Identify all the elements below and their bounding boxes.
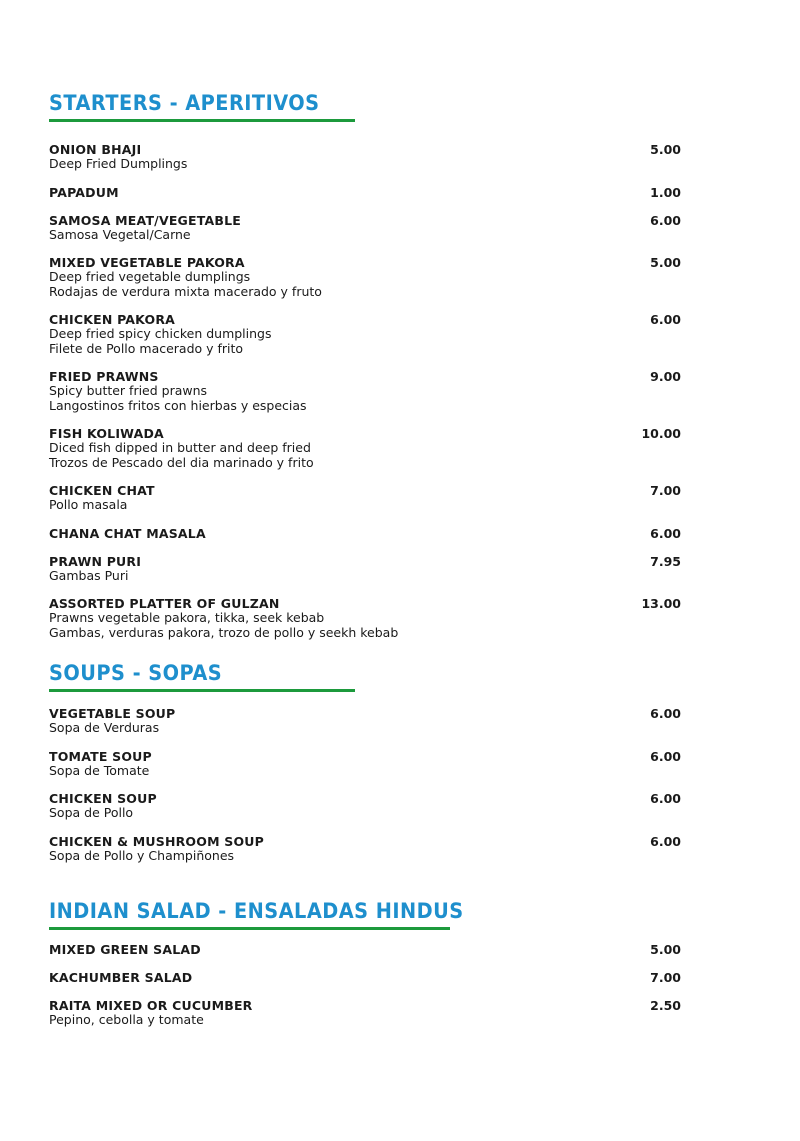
menu-item (49, 213, 681, 243)
menu-item (49, 312, 681, 356)
item-desc: Gambas Puri (49, 567, 129, 583)
section-underline (49, 119, 355, 122)
menu-item (49, 185, 681, 200)
item-desc: Filete de Pollo macerado y frito (49, 340, 244, 356)
item-desc: Langostinos fritos con hierbas y especias (49, 397, 307, 413)
section-title: INDIAN SALAD - ENSALADAS HINDUS (49, 899, 464, 923)
item-name: SAMOSA MEAT/VEGETABLE (49, 212, 242, 228)
item-desc: Sopa de Verduras (49, 720, 160, 735)
item-name: MIXED GREEN SALAD (49, 942, 201, 957)
item-price: 6.00 (650, 706, 681, 721)
menu-item (49, 483, 681, 513)
item-desc: Pollo masala (49, 497, 128, 512)
menu-item (49, 998, 681, 1028)
item-list (49, 142, 681, 640)
section-soups (49, 661, 681, 876)
item-desc: Deep fried spicy chicken dumplings (49, 326, 272, 341)
item-name: FISH KOLIWADA (49, 426, 164, 441)
item-price: 2.50 (650, 998, 681, 1013)
menu-item (49, 706, 681, 736)
item-name: CHANA CHAT MASALA (49, 525, 206, 541)
item-price: 6.00 (650, 833, 681, 849)
item-price: 7.00 (650, 483, 681, 498)
item-name: CHICKEN SOUP (49, 791, 157, 806)
item-desc: Diced fish dipped in butter and deep fried (49, 440, 311, 455)
menu-item (49, 554, 681, 584)
item-name: VEGETABLE SOUP (49, 706, 176, 721)
item-name: PAPADUM (49, 184, 119, 200)
item-price: 1.00 (650, 184, 681, 200)
menu-item (49, 142, 681, 172)
menu-item (49, 369, 681, 413)
section-title: SOUPS - SOPAS (49, 661, 223, 685)
item-name: ONION BHAJI (49, 142, 142, 157)
item-desc: Spicy butter fried prawns (49, 383, 208, 398)
item-name: FRIED PRAWNS (49, 369, 159, 384)
item-desc: Sopa de Pollo y Champiñones (49, 847, 235, 863)
item-desc: Pepino, cebolla y tomate (49, 1012, 204, 1027)
menu-item (49, 596, 681, 640)
item-desc: Trozos de Pescado del dia marinado y frito (49, 454, 314, 470)
item-name: CHICKEN CHAT (49, 483, 155, 498)
item-price: 6.00 (650, 791, 681, 806)
menu-item (49, 791, 681, 821)
item-desc: Sopa de Tomate (49, 762, 150, 778)
item-name: ASSORTED PLATTER OF GULZAN (49, 596, 280, 611)
menu-item (49, 970, 681, 985)
item-desc: Deep fried vegetable dumplings (49, 269, 251, 284)
item-price: 7.00 (650, 970, 681, 985)
menu-item (49, 834, 681, 864)
menu-item (49, 942, 681, 957)
item-price: 5.00 (650, 255, 681, 270)
section-underline (49, 689, 355, 692)
item-price: 7.95 (650, 553, 681, 569)
menu-item (49, 255, 681, 299)
item-list (49, 706, 681, 863)
section-title: STARTERS - APERITIVOS (49, 91, 320, 115)
item-name: RAITA MIXED OR CUCUMBER (49, 998, 253, 1013)
item-desc: Gambas, verduras pakora, trozo de pollo y seekh kebab (49, 624, 399, 640)
item-name: CHICKEN PAKORA (49, 312, 176, 327)
item-price: 13.00 (641, 596, 681, 611)
item-name: PRAWN PURI (49, 553, 142, 569)
item-price: 6.00 (650, 312, 681, 327)
menu-item (49, 749, 681, 779)
item-name: KACHUMBER SALAD (49, 970, 193, 985)
menu-item (49, 526, 681, 541)
item-name: TOMATE SOUP (49, 748, 152, 764)
item-desc: Sopa de Pollo (49, 805, 134, 820)
item-desc: Rodajas de verdura mixta macerado y fruto (49, 283, 322, 299)
item-price: 6.00 (650, 748, 681, 764)
item-desc: Prawns vegetable pakora, tikka, seek kebab (49, 610, 325, 625)
item-price: 5.00 (650, 142, 681, 157)
section-starters (49, 91, 681, 653)
item-price: 5.00 (650, 942, 681, 957)
item-name: MIXED VEGETABLE PAKORA (49, 255, 245, 270)
item-price: 6.00 (650, 525, 681, 541)
item-list (49, 942, 681, 1028)
item-name: CHICKEN & MUSHROOM SOUP (49, 833, 265, 849)
item-desc: Samosa Vegetal/Carne (49, 226, 191, 242)
item-price: 6.00 (650, 212, 681, 228)
menu-item (49, 426, 681, 470)
item-desc: Deep Fried Dumplings (49, 156, 188, 171)
section-indian-salad (49, 899, 681, 1041)
section-underline (49, 927, 450, 930)
item-price: 10.00 (641, 426, 681, 441)
item-price: 9.00 (650, 369, 681, 384)
